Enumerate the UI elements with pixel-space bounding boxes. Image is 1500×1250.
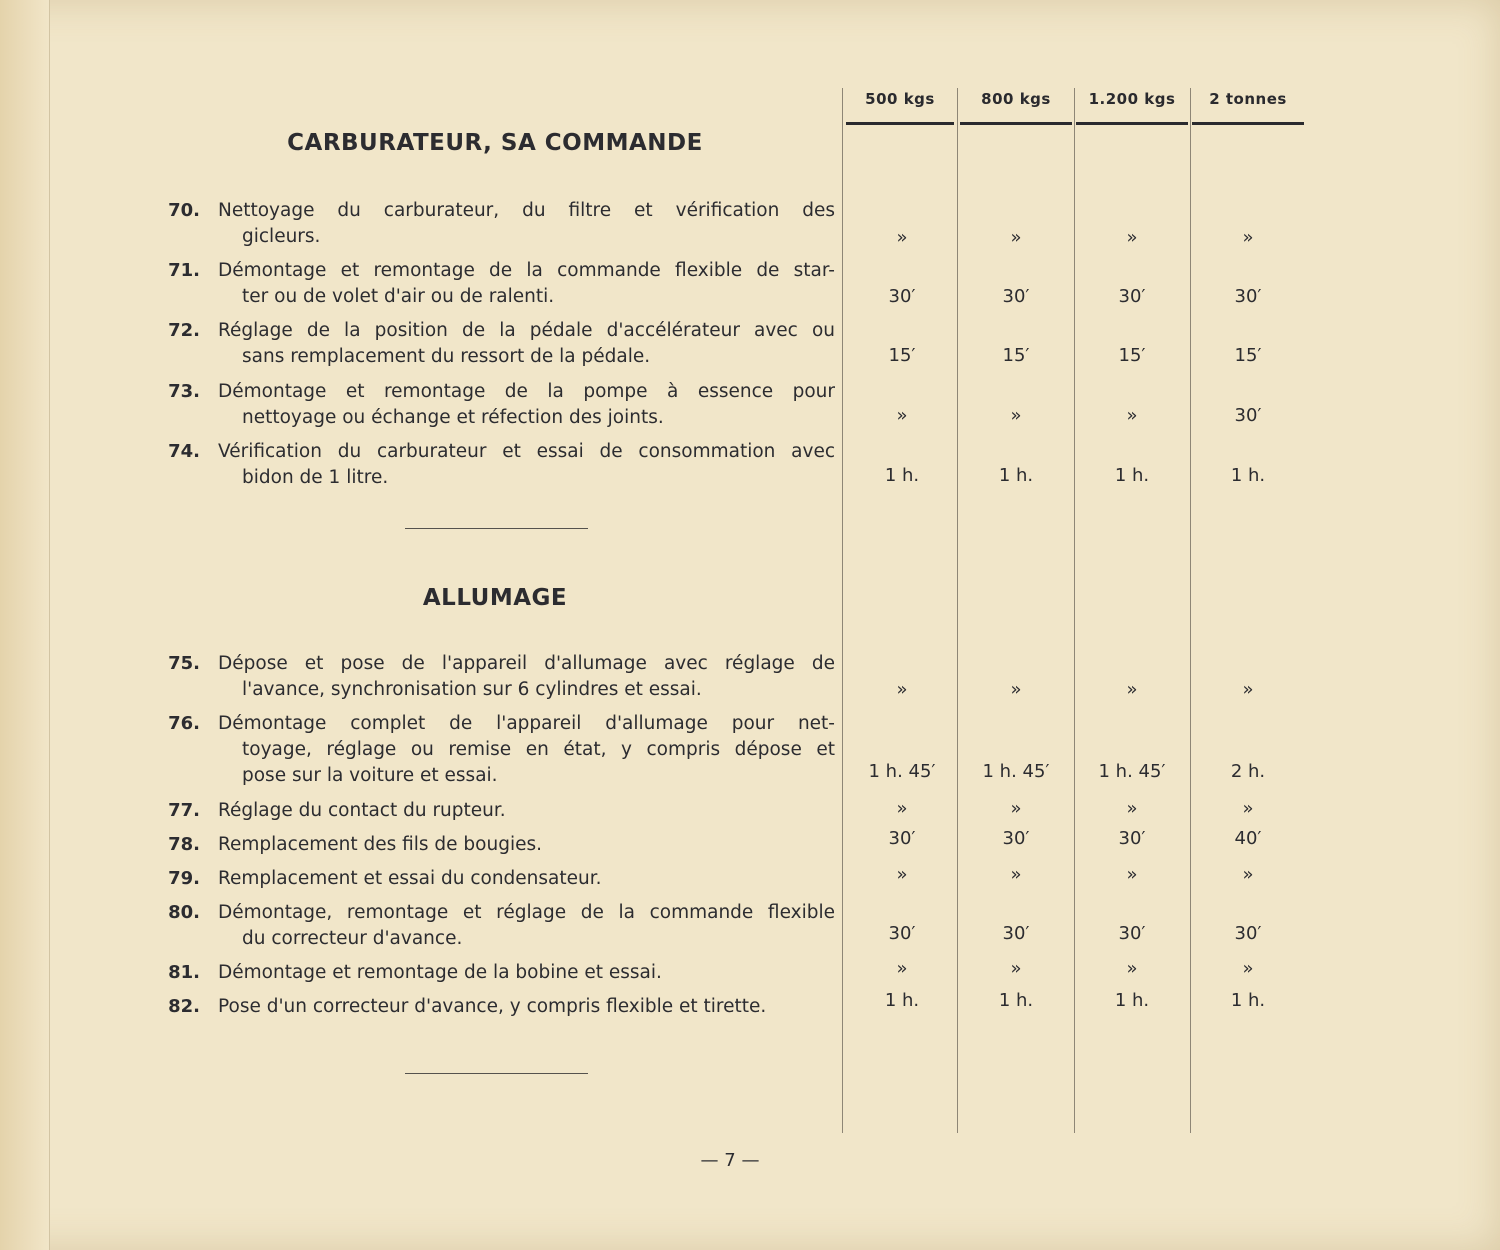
item-number: 79. <box>168 868 200 889</box>
item-value-1200kgs: 1 h. <box>1114 990 1150 1011</box>
item-line: toyage, réglage ou remise en état, y compris dépose et <box>242 739 835 760</box>
column-header-1200kgs: 1.200 kgs <box>1088 90 1176 108</box>
item-value-1200kgs: 30′ <box>1118 923 1146 944</box>
item-value-800kgs: » <box>1010 227 1022 248</box>
item-line: Remplacement et essai du condensateur. <box>218 868 602 889</box>
item-number: 70. <box>168 200 200 221</box>
item-line: du correcteur d'avance. <box>242 928 463 949</box>
item-number: 71. <box>168 260 200 281</box>
item-value-2tonnes: 30′ <box>1234 286 1262 307</box>
item-description <box>218 832 835 858</box>
item-number: 77. <box>168 800 200 821</box>
item-line: bidon de 1 litre. <box>242 467 389 488</box>
item-value-500kgs: 1 h. <box>884 465 920 486</box>
page-number: — 7 — <box>700 1150 760 1171</box>
item-line: Démontage et remontage de la bobine et essai. <box>218 962 662 983</box>
item-value-800kgs: 1 h. <box>998 990 1034 1011</box>
column-header-underline <box>1076 122 1188 125</box>
item-line: Nettoyage du carburateur, du filtre et vérification des <box>218 200 835 221</box>
item-value-500kgs: » <box>896 864 908 885</box>
item-value-800kgs: » <box>1010 798 1022 819</box>
item-value-2tonnes: » <box>1242 958 1254 979</box>
item-value-500kgs: 15′ <box>888 345 916 366</box>
item-value-2tonnes: » <box>1242 679 1254 700</box>
item-number: 81. <box>168 962 200 983</box>
item-value-800kgs: 30′ <box>1002 286 1030 307</box>
column-header-underline <box>1192 122 1304 125</box>
item-description <box>218 198 835 250</box>
column-header-2tonnes: 2 tonnes <box>1209 90 1287 108</box>
item-value-500kgs: 1 h. 45′ <box>868 761 936 782</box>
item-line: gicleurs. <box>242 226 321 247</box>
item-number: 76. <box>168 713 200 734</box>
item-value-1200kgs: 30′ <box>1118 828 1146 849</box>
item-line: sans remplacement du ressort de la pédale. <box>242 346 651 367</box>
item-line: pose sur la voiture et essai. <box>242 765 498 786</box>
item-line: Réglage du contact du rupteur. <box>218 800 506 821</box>
item-number: 82. <box>168 996 200 1017</box>
column-divider <box>957 88 958 1133</box>
item-value-1200kgs: » <box>1126 227 1138 248</box>
item-description <box>218 900 835 952</box>
item-value-800kgs: 30′ <box>1002 828 1030 849</box>
item-description <box>218 798 835 824</box>
item-value-500kgs: » <box>896 679 908 700</box>
page-binding-edge <box>0 0 50 1250</box>
item-value-2tonnes: 2 h. <box>1230 761 1266 782</box>
section-title-allumage: ALLUMAGE <box>422 585 568 611</box>
item-line: Démontage, remontage et réglage de la commande flexible <box>218 902 835 923</box>
section-divider <box>405 1073 588 1074</box>
column-header-800kgs: 800 kgs <box>981 90 1051 108</box>
item-line: ter ou de volet d'air ou de ralenti. <box>242 286 555 307</box>
item-value-2tonnes: » <box>1242 798 1254 819</box>
item-line: Pose d'un correcteur d'avance, y compris flexible et tirette. <box>218 996 767 1017</box>
item-number: 75. <box>168 653 200 674</box>
item-number: 78. <box>168 834 200 855</box>
item-value-2tonnes: 30′ <box>1234 923 1262 944</box>
item-value-800kgs: 1 h. 45′ <box>982 761 1050 782</box>
item-value-2tonnes: 1 h. <box>1230 990 1266 1011</box>
item-description <box>218 318 835 370</box>
item-value-800kgs: » <box>1010 405 1022 426</box>
column-header-500kgs: 500 kgs <box>865 90 935 108</box>
item-line: nettoyage ou échange et réfection des joints. <box>242 407 664 428</box>
item-description <box>218 711 835 789</box>
item-value-1200kgs: 15′ <box>1118 345 1146 366</box>
item-value-800kgs: 15′ <box>1002 345 1030 366</box>
item-line: Remplacement des fils de bougies. <box>218 834 542 855</box>
item-value-2tonnes: 40′ <box>1234 828 1262 849</box>
item-value-500kgs: » <box>896 227 908 248</box>
item-value-500kgs: 30′ <box>888 828 916 849</box>
column-divider <box>842 88 843 1133</box>
item-value-800kgs: 1 h. <box>998 465 1034 486</box>
item-number: 74. <box>168 441 200 462</box>
item-value-1200kgs: » <box>1126 798 1138 819</box>
item-number: 73. <box>168 381 200 402</box>
item-value-500kgs: » <box>896 958 908 979</box>
item-number: 80. <box>168 902 200 923</box>
item-value-2tonnes: 30′ <box>1234 405 1262 426</box>
item-number: 72. <box>168 320 200 341</box>
item-value-800kgs: » <box>1010 679 1022 700</box>
item-value-2tonnes: 15′ <box>1234 345 1262 366</box>
item-description <box>218 994 835 1020</box>
item-value-500kgs: 1 h. <box>884 990 920 1011</box>
column-divider <box>1074 88 1075 1133</box>
item-value-2tonnes: » <box>1242 227 1254 248</box>
item-value-500kgs: » <box>896 405 908 426</box>
item-value-800kgs: » <box>1010 958 1022 979</box>
item-value-500kgs: 30′ <box>888 286 916 307</box>
item-line: Démontage et remontage de la pompe à essence pour <box>218 381 835 402</box>
item-description <box>218 866 835 892</box>
item-value-1200kgs: 1 h. <box>1114 465 1150 486</box>
item-value-800kgs: » <box>1010 864 1022 885</box>
item-description <box>218 439 835 491</box>
section-divider <box>405 528 588 529</box>
item-value-1200kgs: » <box>1126 958 1138 979</box>
item-value-1200kgs: » <box>1126 679 1138 700</box>
item-line: Vérification du carburateur et essai de consommation avec <box>218 441 835 462</box>
column-divider <box>1190 88 1191 1133</box>
item-description <box>218 960 835 986</box>
item-line: Réglage de la position de la pédale d'accélérateur avec ou <box>218 320 835 341</box>
item-value-1200kgs: 30′ <box>1118 286 1146 307</box>
item-value-1200kgs: » <box>1126 405 1138 426</box>
item-value-2tonnes: 1 h. <box>1230 465 1266 486</box>
item-line: Démontage complet de l'appareil d'allumage pour net- <box>218 713 835 734</box>
item-description <box>218 651 835 703</box>
item-description <box>218 379 835 431</box>
item-line: l'avance, synchronisation sur 6 cylindres et essai. <box>242 679 702 700</box>
item-line: Démontage et remontage de la commande flexible de star- <box>218 260 835 281</box>
item-value-1200kgs: » <box>1126 864 1138 885</box>
item-value-1200kgs: 1 h. 45′ <box>1098 761 1166 782</box>
section-title-carburateur: CARBURATEUR, SA COMMANDE <box>287 130 703 156</box>
column-header-underline <box>846 122 954 125</box>
item-description <box>218 258 835 310</box>
item-value-2tonnes: » <box>1242 864 1254 885</box>
item-value-500kgs: 30′ <box>888 923 916 944</box>
column-header-underline <box>960 122 1072 125</box>
item-value-800kgs: 30′ <box>1002 923 1030 944</box>
item-value-500kgs: » <box>896 798 908 819</box>
item-line: Dépose et pose de l'appareil d'allumage avec réglage de <box>218 653 835 674</box>
